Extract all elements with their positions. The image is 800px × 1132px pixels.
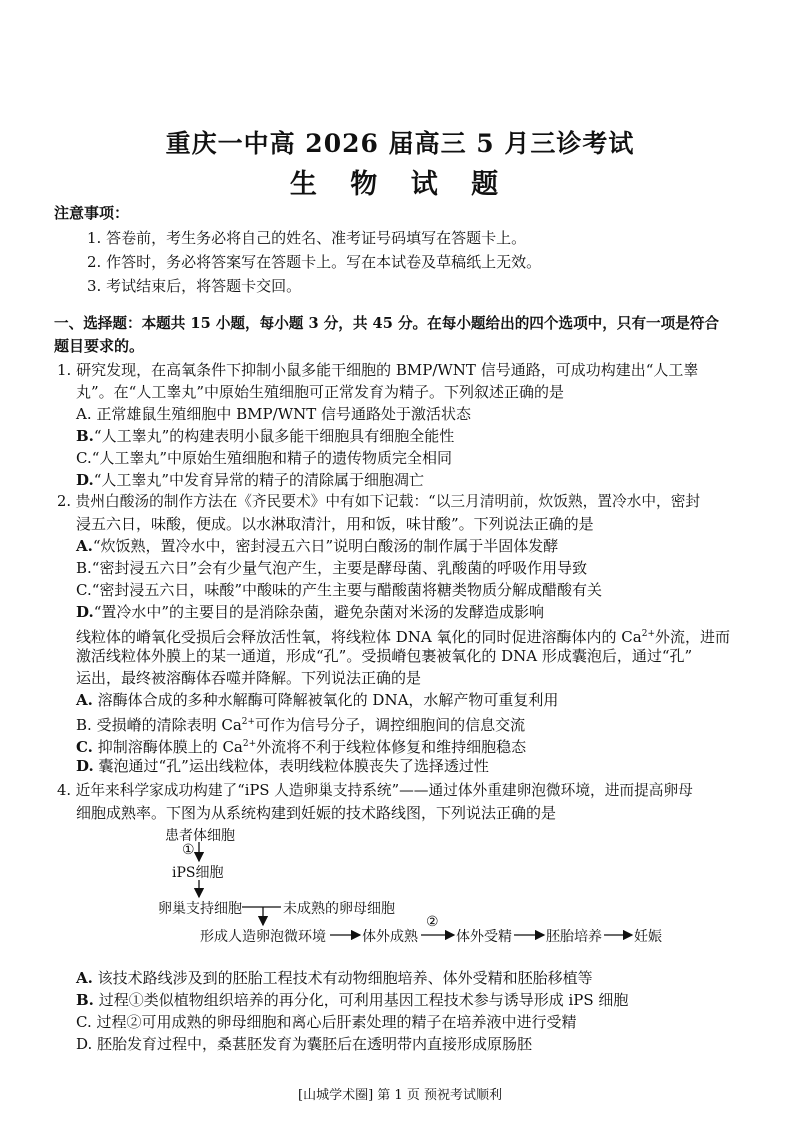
option-letter: C. [76, 738, 93, 756]
option-text: 正常雄鼠生殖细胞中 BMP/WNT 信号通路处于激活状态 [96, 405, 472, 423]
option-text: 过程①类似植物组织培养的再分化，可利用基因工程技术参与诱导形成 iPS 细胞 [98, 991, 629, 1009]
ips-cells-label: iPS细胞 [172, 865, 224, 881]
q4-option-d [76, 1034, 532, 1054]
section-heading-cont: 题目要求的。 [54, 337, 145, 355]
option-text: 该技术路线涉及到的胚胎工程技术有动物细胞培养、体外受精和胚胎移植等 [97, 969, 593, 987]
option-letter: A. [76, 969, 93, 987]
option-text: 可作为信号分子，调控细胞间的信息交流 [255, 716, 526, 734]
option-text: “置冷水中”的主要目的是消除杂菌，避免杂菌对米汤的发酵造成影响 [93, 603, 545, 621]
notice-item: 3. 考试结束后，将答题卡交回。 [87, 277, 302, 295]
patient-cells-label: 患者体细胞 [165, 828, 235, 844]
option-text: “密封浸五六日”会有少量气泡产生，主要是酵母菌、乳酸菌的呼吸作用导致 [91, 559, 588, 577]
q4-stem-cont: 细胞成熟率。下图为从系统构建到妊娠的技术路线图，下列说法正确的是 [76, 804, 557, 822]
option-text: 受损嵴的清除表明 Ca [96, 716, 242, 734]
option-letter: D. [76, 1035, 93, 1053]
option-letter: C. [76, 449, 92, 467]
ivf-label: 体外受精 [456, 929, 512, 945]
option-text: “炊饭熟，置冷水中，密封浸五六日”说明白酸汤的制作属于半固体发酵 [92, 537, 559, 555]
q2-stem: 2. 贵州白酸汤的制作方法在《齐民要术》中有如下记载：“以三月清明前，炊饭熟，置冷水中，密封 [57, 493, 701, 510]
option-letter: C. [76, 581, 92, 599]
option-letter: D. [76, 757, 94, 775]
exam-title: 重庆一中高 2026 届高三 5 月三诊考试 [165, 129, 635, 158]
q3-stem-cont: 激活线粒体外膜上的某一通道，形成“孔”。受损嵴包裹被氧化的 DNA 形成囊泡后，通过“孔” [76, 647, 693, 665]
q1-stem-cont: 丸”。在“人工睾丸”中原始生殖细胞可正常发育为精子。下列叙述正确的是 [76, 383, 565, 401]
ion-charge: 2+ [242, 739, 257, 749]
option-text: “人工睾丸”中发育异常的精子的清除属于细胞凋亡 [93, 471, 425, 489]
q2-stem-cont: 浸五六日，味酸，便成。以水淋取清汁，用和饭，味甘酸”。下列说法正确的是 [76, 515, 594, 533]
subject-title: 生 物 试 题 [289, 169, 511, 200]
section-heading: 一、选择题：本题共 15 小题，每小题 3 分，共 45 分。在每小题给出的四个选项中，只有一项是符合 [54, 315, 720, 332]
step-2-marker: ② [426, 914, 439, 930]
stem-text: 线粒体的嵴氧化受损后会释放活性氧，将线粒体 DNA 氧化的同时促进溶酶体内的 Ca [76, 628, 642, 646]
ovarian-support-cells-label: 卵巢支持细胞 [158, 901, 242, 917]
notice-heading: 注意事项： [54, 204, 130, 222]
option-text: “人工睾丸”中原始生殖细胞和精子的遗传物质完全相同 [91, 449, 453, 467]
option-text: “密封浸五六日，味酸”中酸味的产生主要与醋酸菌将糖类物质分解成醋酸有关 [91, 581, 603, 599]
option-letter: B. [76, 716, 92, 734]
option-letter: A. [76, 691, 93, 709]
option-letter: A. [76, 405, 92, 423]
option-text: 胚胎发育过程中，桑葚胚发育为囊胚后在透明带内直接形成原肠胚 [97, 1035, 533, 1053]
option-letter: C. [76, 1013, 92, 1031]
option-letter: B. [76, 427, 94, 445]
option-letter: D. [76, 603, 94, 621]
option-text: 外流将不利于线粒体修复和维持细胞稳态 [256, 738, 527, 756]
embryo-culture-label: 胚胎培养 [546, 929, 602, 945]
notice-item: 2. 作答时，务必将答案写在答题卡上。写在本试卷及草稿纸上无效。 [87, 253, 542, 271]
option-letter: A. [76, 537, 93, 555]
ion-charge: 2+ [241, 717, 256, 727]
immature-oocyte-label: 未成熟的卵母细胞 [283, 901, 395, 917]
q4-option-b [76, 990, 628, 1010]
q1-stem: 1. 研究发现，在高氧条件下抑制小鼠多能干细胞的 BMP/WNT 信号通路，可成功构建出“人工睾 [57, 361, 699, 379]
notice-item: 1. 答卷前，考生务必将自己的姓名、准考证号码填写在答题卡上。 [87, 229, 527, 247]
step-1-marker: ① [182, 842, 195, 858]
ion-charge: 2+ [641, 629, 655, 639]
option-text: 抑制溶酶体膜上的 Ca [97, 738, 243, 756]
q4-option-c [76, 1012, 577, 1032]
q4-stem: 4. 近年来科学家成功构建了“iPS 人造卵巢支持系统”——通过体外重建卵泡微环境，进而提高卵母 [57, 782, 693, 799]
option-letter: B. [76, 991, 94, 1009]
q3-stem-cont: 运出，最终被溶酶体吞噬并降解。下列说法正确的是 [76, 669, 422, 687]
option-text: “人工睾丸”的构建表明小鼠多能干细胞具有细胞全能性 [93, 427, 455, 445]
artificial-follicle-env-label: 形成人造卵泡微环境 [200, 929, 326, 945]
q4-option-a [76, 968, 593, 988]
in-vitro-maturation-label: 体外成熟 [362, 929, 418, 945]
pregnancy-label: 妊娠 [634, 929, 662, 945]
option-text: 溶酶体合成的多种水解酶可降解被氧化的 DNA，水解产物可重复利用 [97, 691, 559, 709]
option-letter: B. [76, 559, 92, 577]
option-letter: D. [76, 471, 94, 489]
option-text: 囊泡通过“孔”运出线粒体，表明线粒体膜丧失了选择透过性 [98, 757, 489, 775]
page-footer: [山城学术圈] 第 1 页 预祝考试顺利 [298, 1088, 502, 1103]
option-text: 过程②可用成熟的卵母细胞和离心后肝素处理的精子在培养液中进行受精 [96, 1013, 577, 1031]
stem-text: 外流，进而 [655, 628, 731, 646]
